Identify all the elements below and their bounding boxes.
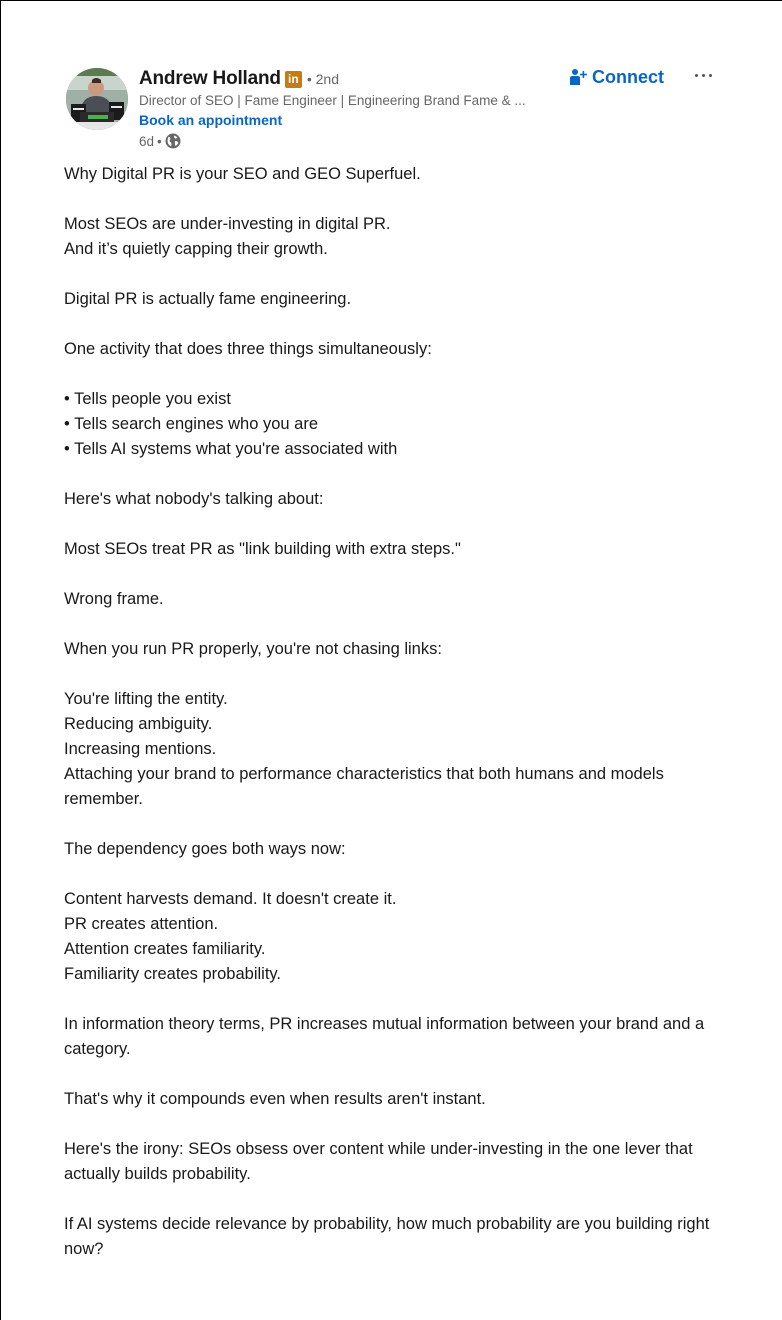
post-paragraph: [64, 587, 724, 612]
avatar-photo-icon: [66, 68, 128, 130]
post-paragraph: [64, 487, 724, 512]
paragraph-spacer: [64, 862, 724, 887]
post-text-line: Attaching your brand to performance characteristics that both humans and models remember.: [64, 765, 669, 808]
post-text-line: Digital PR is actually fame engineering.: [64, 290, 352, 308]
paragraph-spacer: [64, 187, 724, 212]
post-body: [64, 162, 724, 1262]
post-text-line: You're lifting the entity.: [64, 690, 228, 708]
paragraph-spacer: [64, 312, 724, 337]
meta-separator: •: [157, 133, 162, 149]
post-header: [64, 66, 724, 154]
post-text-line: One activity that does three things simultaneously:: [64, 340, 432, 358]
post-text-line: Wrong frame.: [64, 590, 164, 608]
post-paragraph: [64, 537, 724, 562]
post-text-line: Content harvests demand. It doesn't create it.: [64, 890, 397, 908]
paragraph-spacer: [64, 1112, 724, 1137]
author-name[interactable]: Andrew Holland: [139, 68, 281, 89]
post-paragraph: [64, 1137, 724, 1187]
post-text-line: Reducing ambiguity.: [64, 715, 213, 733]
connect-button[interactable]: [569, 65, 664, 89]
name-row: [139, 66, 569, 92]
post-text-line: If AI systems decide relevance by probability, how much probability are you building right now?: [64, 1215, 714, 1258]
avatar[interactable]: [66, 68, 128, 130]
post-paragraph: [64, 637, 724, 662]
actor-info: [139, 66, 569, 151]
paragraph-spacer: [64, 812, 724, 837]
post-text-line: • Tells people you exist: [64, 390, 231, 408]
paragraph-spacer: [64, 987, 724, 1012]
post-text-line: That's why it compounds even when results aren't instant.: [64, 1090, 486, 1108]
post-text-line: • Tells AI systems what you're associated with: [64, 440, 398, 458]
post-paragraph: [64, 212, 724, 262]
paragraph-spacer: [64, 662, 724, 687]
post-text-line: • Tells search engines who you are: [64, 415, 319, 433]
ellipsis-icon: [702, 74, 705, 77]
paragraph-spacer: [64, 612, 724, 637]
post-text-line: Increasing mentions.: [64, 740, 217, 758]
post-paragraph: [64, 287, 724, 312]
paragraph-spacer: [64, 562, 724, 587]
feed-post: [64, 66, 724, 1258]
post-text-line: PR creates attention.: [64, 915, 219, 933]
post-text-line: Why Digital PR is your SEO and GEO Superfuel.: [64, 165, 421, 183]
post-text-line: Most SEOs are under-investing in digital PR.: [64, 215, 391, 233]
paragraph-spacer: [64, 262, 724, 287]
linkedin-premium-icon: in: [285, 71, 302, 88]
post-text-line: When you run PR properly, you're not chasing links:: [64, 640, 442, 658]
post-paragraph: [64, 387, 724, 462]
post-text-line: Here's the irony: SEOs obsess over content while under-investing in the one lever that actually builds probability.: [64, 1140, 698, 1183]
post-text-line: Most SEOs treat PR as "link building with extra steps.": [64, 540, 461, 558]
post-paragraph: [64, 337, 724, 362]
person-add-icon: [569, 68, 587, 86]
post-paragraph: [64, 837, 724, 862]
post-text-line: And it’s quietly capping their growth.: [64, 240, 328, 258]
book-appointment-link[interactable]: Book an appointment: [139, 112, 283, 128]
paragraph-spacer: [64, 1187, 724, 1212]
post-text-line: In information theory terms, PR increases mutual information between your brand and a category.: [64, 1015, 709, 1058]
author-headline: Director of SEO | Fame Engineer | Engineering Brand Fame & ...: [139, 93, 526, 108]
post-text-line: Here's what nobody's talking about:: [64, 490, 324, 508]
post-text-line: Attention creates familiarity.: [64, 940, 266, 958]
post-paragraph: [64, 1087, 724, 1112]
post-text-line: The dependency goes both ways now:: [64, 840, 346, 858]
post-paragraph: [64, 1012, 724, 1062]
post-text-line: Familiarity creates probability.: [64, 965, 282, 983]
paragraph-spacer: [64, 462, 724, 487]
post-paragraph: [64, 162, 724, 187]
globe-icon: [165, 133, 181, 149]
connect-label: Connect: [592, 66, 664, 87]
post-paragraph: [64, 1212, 724, 1262]
paragraph-spacer: [64, 362, 724, 387]
connection-degree: • 2nd: [306, 71, 339, 87]
ellipsis-icon: [709, 74, 712, 77]
paragraph-spacer: [64, 512, 724, 537]
more-options-button[interactable]: [690, 64, 716, 86]
post-paragraph: [64, 887, 724, 987]
ellipsis-icon: [695, 74, 698, 77]
paragraph-spacer: [64, 1062, 724, 1087]
post-timestamp[interactable]: 6d: [139, 133, 155, 149]
post-meta: [139, 131, 569, 151]
post-paragraph: [64, 687, 724, 812]
